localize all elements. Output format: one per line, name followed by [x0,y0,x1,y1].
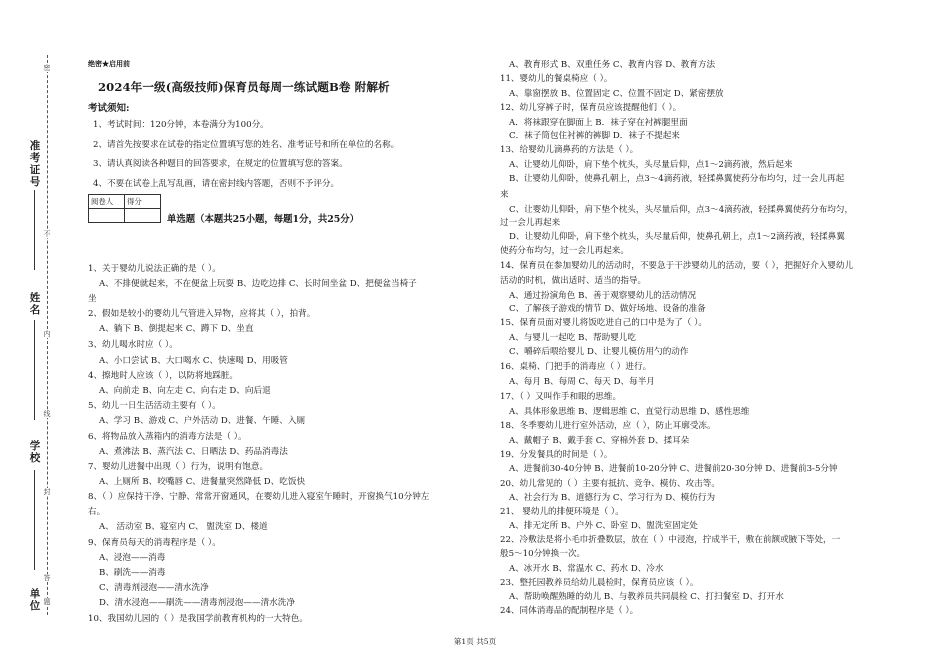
question-line: 10、我国幼儿园的（ ）是我国学前教育机构的一大特色。 [88,614,308,624]
question-line: A、戴帽子 B、戴手套 C、穿棉外套 D、揉耳朵 [509,436,690,446]
notice-item: 1、考试时间：120分钟，本卷满分为100分。 [93,120,269,130]
notice-item: 2、请首先按要求在试卷的指定位置填写您的姓名、准考证号和所在单位的名称。 [93,140,400,150]
label-school: 学校 [29,440,41,464]
question-line: A、让婴幼儿仰卧，肩下垫个枕头，头尽量后仰，点1～2滴药液，然后起来 [509,160,793,170]
question-line: C、嚼碎后喂给婴儿 D、让婴儿模仿用勺的动作 [509,347,689,357]
question-line: 右。 [88,507,106,517]
label-exam-id: 准考证号 [29,140,41,188]
question-line: B、让婴幼儿仰卧，使鼻孔朝上，点3～4滴药液，轻揉鼻翼使药分布均匀，过一会儿再起 [509,174,845,184]
question-line: A、靠窗摆放 B、位置固定 C、位置不固定 D、紧密摆放 [509,89,724,99]
name-line [34,320,35,420]
question-line: A、社会行为 B、道德行为 C、学习行为 D、模仿行为 [509,493,716,503]
question-line: 8、（ ）应保持干净、宁静、常常开窗通风，在婴幼儿进入寝室午睡时，开窗换气10分钟左 [88,492,430,502]
question-line: 使药分布均匀，过一会儿再起来。 [500,246,629,256]
question-line: A．将袜跟穿在脚面上 B．袜子穿在衬裤腿里面 [509,118,688,128]
question-line: 12、幼儿穿裤子时，保育员应该提醒他们（ ）。 [500,103,682,113]
binding-strip [0,0,70,671]
question-line: 来 [500,190,509,200]
section-heading: 单选题（本题共25小题，每题1分，共25分） [167,214,359,225]
question-line: 11、婴幼儿的餐桌椅应（ ）。 [500,74,613,84]
seal-char: 题 [43,598,51,606]
question-line: A、 活动室 B、寝室内 C、 盥洗室 D、楼道 [99,522,268,532]
question-line: 1、关于婴幼儿说法正确的是（ ）。 [88,264,221,274]
question-line: 13、给婴幼儿滴鼻药的方法是（ ）。 [500,145,639,155]
school-line [34,470,35,570]
question-line: 17、（ ）又叫作手和眼的思维。 [500,392,622,402]
question-line: 19、分发餐具的时间是（ ）。 [500,450,613,460]
question-line: A、具体形象思维 B、逻辑思维 C、直觉行动思维 D、感性思维 [509,407,750,417]
label-unit: 单位 [29,588,41,612]
page-title: 2024年一级(高级技师)保育员每周一练试题B卷 附解析 [98,80,390,94]
question-line: A、浸泡——消毒 [99,553,166,563]
question-line: A、进餐前30-40分钟 B、进餐前10-20分钟 C、进餐前20-30分钟 D、进餐前3-5分钟 [509,464,838,474]
question-line: B、刷洗——消毒 [99,568,166,578]
seal-char: 密 [43,64,51,72]
question-line: 4、擦地时人应该（ ），以防将地踩脏。 [88,371,238,381]
question-line: 23、整托园教养员给幼儿晨检时，保育员应该（ ）。 [500,578,699,588]
seal-char: 封 [43,488,51,496]
question-line: A、与婴儿一起吃 B、帮助婴儿吃 [509,333,636,343]
question-line: 5、幼儿一日生活活动主要有（ ）。 [88,401,221,411]
question-line: 2、假如是较小的婴幼儿气管进入异物，应将其（ ），拍背。 [88,309,316,319]
question-line: 6、将物品放入蒸箱内的消毒方法是（ ）。 [88,432,247,442]
score-table-grader: 阅卷人 [89,195,125,209]
question-line: A、向前走 B、向左走 C、向右走 D、向后退 [99,386,271,396]
question-line: 14、保育员在参加婴幼儿的活动时，不要急于干涉婴幼儿的活动，要（ ），把握好介入婴幼儿 [500,261,854,271]
question-line: A、躺下 B、倒提起来 C、蹲下 D、坐直 [99,324,254,334]
question-line: A、排无定所 B、户外 C、卧室 D、盥洗室固定处 [509,521,698,531]
question-line: A、学习 B、游戏 C、户外活动 D、进餐、午睡、入厕 [99,416,306,426]
seal-char: 内 [43,330,51,338]
notice-heading: 考试须知: [88,103,130,114]
question-line: C、清毒剂浸泡——清水洗净 [99,583,209,593]
secret-mark: 绝密★启用前 [88,59,130,68]
page-footer: 第1页 共5页 [453,637,497,646]
question-line: A、每月 B、每周 C、每天 D、每半月 [509,377,655,387]
question-line: 16、桌椅、门把手的消毒应（ ）进行。 [500,362,652,372]
question-line: C．袜子筒包住衬裤的裤脚 D．袜子不提起来 [509,131,680,141]
notice-item: 4、不要在试卷上乱写乱画，请在密封线内答题，否则不予评分。 [93,179,340,189]
label-name: 姓名 [29,292,41,316]
score-table-cell [125,209,161,223]
question-line: 7、婴幼儿进餐中出现（ ）行为，说明有饱意。 [88,462,269,472]
score-table-cell [89,209,125,223]
question-line: A、上厕所 B、咬嘴唇 C、进餐量突然降低 D、吃饭快 [99,477,306,487]
seal-char: 不 [43,230,51,238]
question-line: A、煮沸法 B、蒸汽法 C、日晒法 D、药品消毒法 [99,447,288,457]
question-line: A、冰开水 B、常温水 C、药水 D、冷水 [509,564,664,574]
question-line: A、通过扮演角色 B、善于观察婴幼儿的活动情况 [509,291,697,301]
question-line: 3、幼儿喝水时应（ ）。 [88,340,178,350]
question-line: 过一会儿再起来 [500,218,561,228]
question-line: 15、保育员面对婴儿将饭吃进自己的口中是为了（ ）。 [500,318,708,328]
notice-item: 3、请认真阅读各种题目的回答要求，在规定的位置填写您的答案。 [93,159,348,169]
question-line: 21、 婴幼儿的排便环境是（ ）。 [500,507,624,517]
question-line: 活动的时机，做出适时、适当的指导。 [500,276,647,286]
question-line: 18、冬季婴幼儿进行室外活动，应（ ），防止耳廓受冻。 [500,421,716,431]
question-line: C、了解孩子游戏的情节 D、做好场地、设备的准备 [509,304,706,314]
question-line: A、不排便就起来，不在便盆上玩耍 B、边吃边排 C、长时间坐盆 D、把便盆当椅子 [99,279,417,289]
question-line: A、教育形式 B、双重任务 C、教育内容 D、教育方法 [509,60,716,70]
question-line: 坐 [88,294,97,304]
question-line: 9、保育员每天的消毒程序是（ ）。 [88,538,221,548]
question-line: 22、冷敷法是将小毛巾折叠数层，放在（ ）中浸泡，拧成半干，敷在前额或腋下等处，一 [500,535,841,545]
exam-id-line [34,190,35,270]
seal-char: 答 [43,574,51,582]
question-line: 20、幼儿常见的（ ）主要有抵抗、竞争、模仿、攻击等。 [500,479,720,489]
question-line: A、帮助唤醒熟睡的幼儿 B、与教养员共同晨检 C、打扫餐室 D、打开水 [509,592,784,602]
question-line: 24、同体消毒品的配制程序是（ ）。 [500,606,639,616]
question-line: A、小口尝试 B、大口喝水 C、快速喝 D、用吸管 [99,356,288,366]
question-line: 般5～10分钟换一次。 [500,549,586,559]
question-line: C、让婴幼儿仰卧，肩下垫个枕头，头尽量后仰，点3～4滴药液，轻揉鼻翼使药分布均匀， [509,205,854,215]
seal-char: 线 [43,410,51,418]
question-line: D、清水浸泡——刷洗——清毒剂浸泡——清水洗净 [99,598,295,608]
score-table [88,194,161,223]
score-table-score: 得分 [125,195,161,209]
question-line: D、让婴幼儿仰卧，肩下垫个枕头，头尽量后仰，使鼻孔朝上，点1～2滴药液，轻揉鼻翼 [509,232,845,242]
